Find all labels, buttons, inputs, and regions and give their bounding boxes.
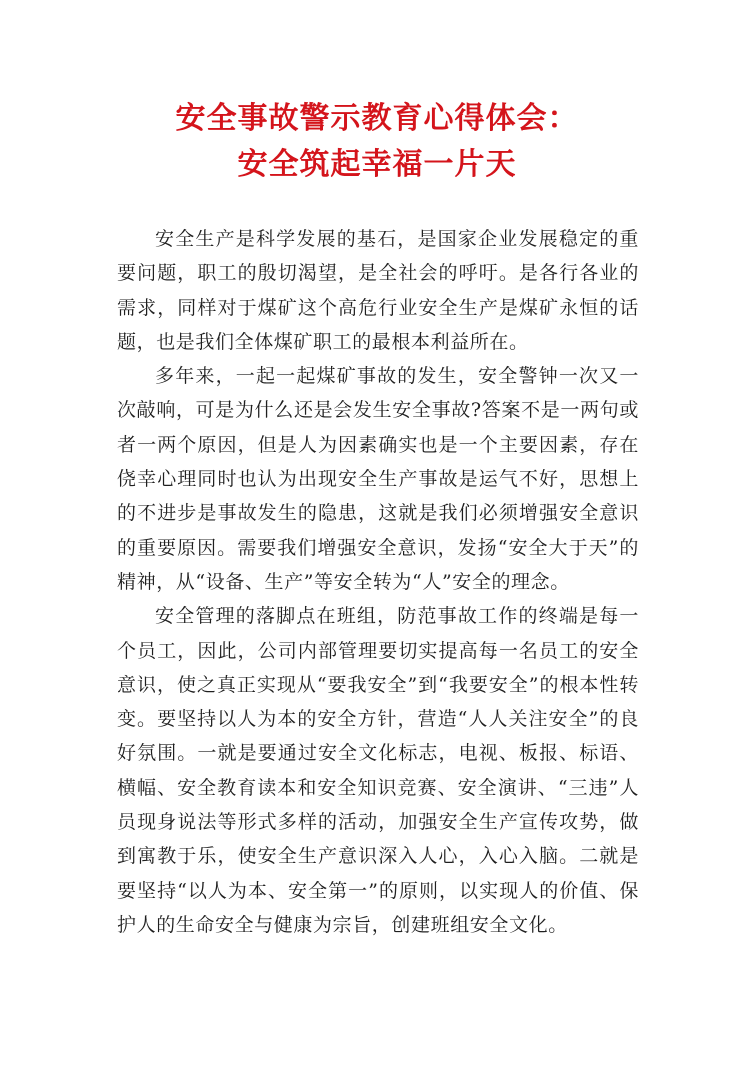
paragraph-2: 多年来，一起一起煤矿事故的发生，安全警钟一次又一次敲响，可是为什么还是会发生安全事故?答案不是一两句或者一两个原因，但是人为因素确实也是一个主要因素，存在侥幸心理同时也认为出现安全生产事故是运气不好，思想上的不进步是事故发生的隐患，这就是我们必须增强安全意识的重要原因。需要我们增强安全意识，发扬“安全大于天”的精神，从“设备、生产”等安全转为“人”安全的理念。 — [117, 365, 639, 593]
document-body — [117, 222, 639, 942]
paragraph-3: 安全管理的落脚点在班组，防范事故工作的终端是每一个员工，因此，公司内部管理要切实提高每一名员工的安全意识，使之真正实现从“要我安全”到“我要安全”的根本性转变。要坚持以人为本的安全方针，营造“人人关注安全”的良好氛围。一就是要通过安全文化标志，电视、板报、标语、横幅、安全教育读本和安全知识竞赛、安全演讲、“三违”人员现身说法等形式多样的活动，加强安全生产宣传攻势，做到寓教于乐，使安全生产意识深入人心，入心入脑。二就是要坚持“以人为本、安全第一”的原则，以实现人的价值、保护人的生命安全与健康为宗旨，创建班组安全文化。 — [117, 605, 639, 936]
title-line-2: 安全筑起幸福一片天 — [237, 147, 517, 182]
document-title — [0, 96, 754, 188]
title-line-1: 安全事故警示教育心得体会： — [175, 101, 579, 136]
paragraph-1: 安全生产是科学发展的基石，是国家企业发展稳定的重要问题，职工的殷切渴望，是全社会的呼吁。是各行各业的需求，同样对于煤矿这个高危行业安全生产是煤矿永恒的话题，也是我们全体煤矿职工的最根本利益所在。 — [117, 228, 639, 353]
